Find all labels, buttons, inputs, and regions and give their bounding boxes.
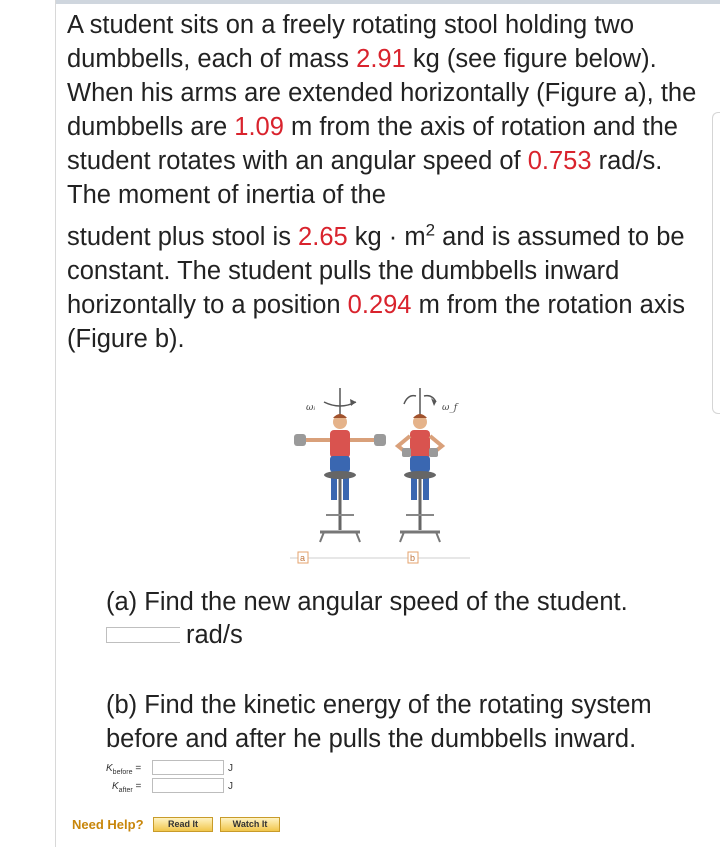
omega-i-label: ωᵢ [306, 403, 316, 413]
left-border [55, 0, 56, 847]
k-before-label: $K_{before}$ = [106, 763, 142, 776]
side-scroll-hint [712, 112, 720, 414]
inertia-value: 2.65 [298, 223, 348, 251]
need-help-label: Need Help? [72, 817, 144, 832]
figure-a-student [294, 388, 386, 542]
part-a-question: (a) Find the new angular speed of the student. [106, 588, 628, 616]
omega-f-label: ω_f [442, 403, 458, 413]
problem-paragraph-1: A student sits on a freely rotating stool holding two dumbbells, each of mass 2.91 kg (see figure below). When his arms are extended horizontally (Figure a), the dumbbells are 1.09 m from the axis of rotation and the student rotates with an angular speed of 0.753 rad/s. The moment of inertia of the [67, 11, 697, 209]
watch-it-button[interactable]: Watch It [220, 817, 280, 832]
figure-b-label: b [410, 553, 416, 563]
figure-a-label: a [300, 553, 306, 563]
problem-paragraph-2: student plus stool is 2.65 kg · $m^2$ and is assumed to be constant. The student pulls the dumbbells inward horizontally to a position 0.294 m from the rotation axis (Figure b). [67, 220, 685, 353]
angular-speed-input[interactable] [106, 627, 180, 643]
read-it-button[interactable]: Read It [153, 817, 213, 832]
figure-illustration [290, 380, 470, 570]
k-after-input[interactable] [152, 778, 224, 793]
k-before-unit: J [228, 763, 233, 774]
student-stool-figure [290, 380, 470, 570]
distance-out-value: 1.09 [234, 113, 284, 141]
k-after-unit: J [228, 781, 233, 792]
top-border [56, 0, 720, 4]
omega-value: 0.753 [527, 147, 592, 175]
figure-b-student [398, 388, 459, 542]
part-b-question: (b) Find the kinetic energy of the rotating system before and after he pulls the dumbbells inward. [106, 691, 652, 753]
distance-in-value: 0.294 [347, 291, 412, 319]
k-before-input[interactable] [152, 760, 224, 775]
mass-value: 2.91 [356, 45, 406, 73]
k-after-label: $K_{after}$ = [112, 781, 142, 794]
angular-speed-unit: rad/s [186, 621, 243, 649]
problem-statement [67, 8, 703, 356]
